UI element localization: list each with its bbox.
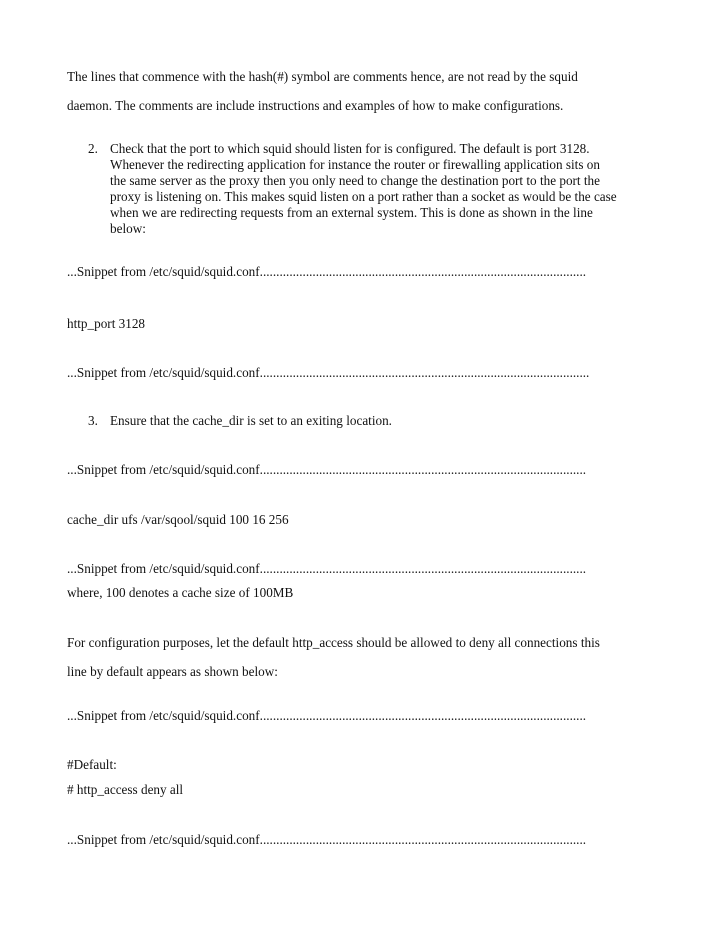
snippet-marker: ...Snippet from /etc/squid/squid.conf................................................................................................... xyxy=(67,708,587,723)
snippet-marker: ...Snippet from /etc/squid/squid.conf................................................................................................... xyxy=(67,264,587,279)
where-note: where, 100 denotes a cache size of 100MB xyxy=(67,585,294,600)
list-number: 3. xyxy=(88,413,98,428)
config-line-2: line by default appears as shown below: xyxy=(67,664,278,679)
code-line-cache-dir: cache_dir ufs /var/sqool/squid 100 16 256 xyxy=(67,512,289,527)
intro-line-2: daemon. The comments are include instructions and examples of how to make configurations. xyxy=(67,98,564,113)
step-2-line-3: the same server as the proxy then you only need to change the destination port to the port the xyxy=(110,173,600,188)
snippet-marker: ...Snippet from /etc/squid/squid.conf................................................................................................... xyxy=(67,832,587,847)
snippet-marker: ...Snippet from /etc/squid/squid.conf.................................................................................................... xyxy=(67,365,590,380)
config-line-1: For configuration purposes, let the default http_access should be allowed to deny all connections this xyxy=(67,635,600,650)
list-item-text xyxy=(110,141,617,237)
step-2-line-6: below: xyxy=(110,221,146,236)
step-2-line-4: proxy is listening on. This makes squid listen on a port rather than a socket as would be the case xyxy=(110,189,617,204)
code-line-http-port: http_port 3128 xyxy=(67,316,146,331)
code-line-default-comment: #Default: xyxy=(67,757,117,772)
snippet-marker: ...Snippet from /etc/squid/squid.conf................................................................................................... xyxy=(67,561,587,576)
step-2-line-5: when we are redirecting requests from an external system. This is done as shown in the line xyxy=(110,205,593,220)
code-line-http-access: # http_access deny all xyxy=(67,782,184,797)
step-2-line-2: Whenever the redirecting application for instance the router or firewalling application sits on xyxy=(110,157,600,172)
step-3-line: Ensure that the cache_dir is set to an exiting location. xyxy=(110,413,392,428)
list-number: 2. xyxy=(88,141,98,156)
intro-paragraph xyxy=(67,62,667,120)
list-item-text xyxy=(110,413,392,429)
config-paragraph xyxy=(67,628,667,686)
step-2-line-1: Check that the port to which squid should listen for is configured. The default is port 3128. xyxy=(110,141,590,156)
intro-line-1: The lines that commence with the hash(#) symbol are comments hence, are not read by the squid xyxy=(67,69,578,84)
snippet-marker: ...Snippet from /etc/squid/squid.conf................................................................................................... xyxy=(67,462,587,477)
